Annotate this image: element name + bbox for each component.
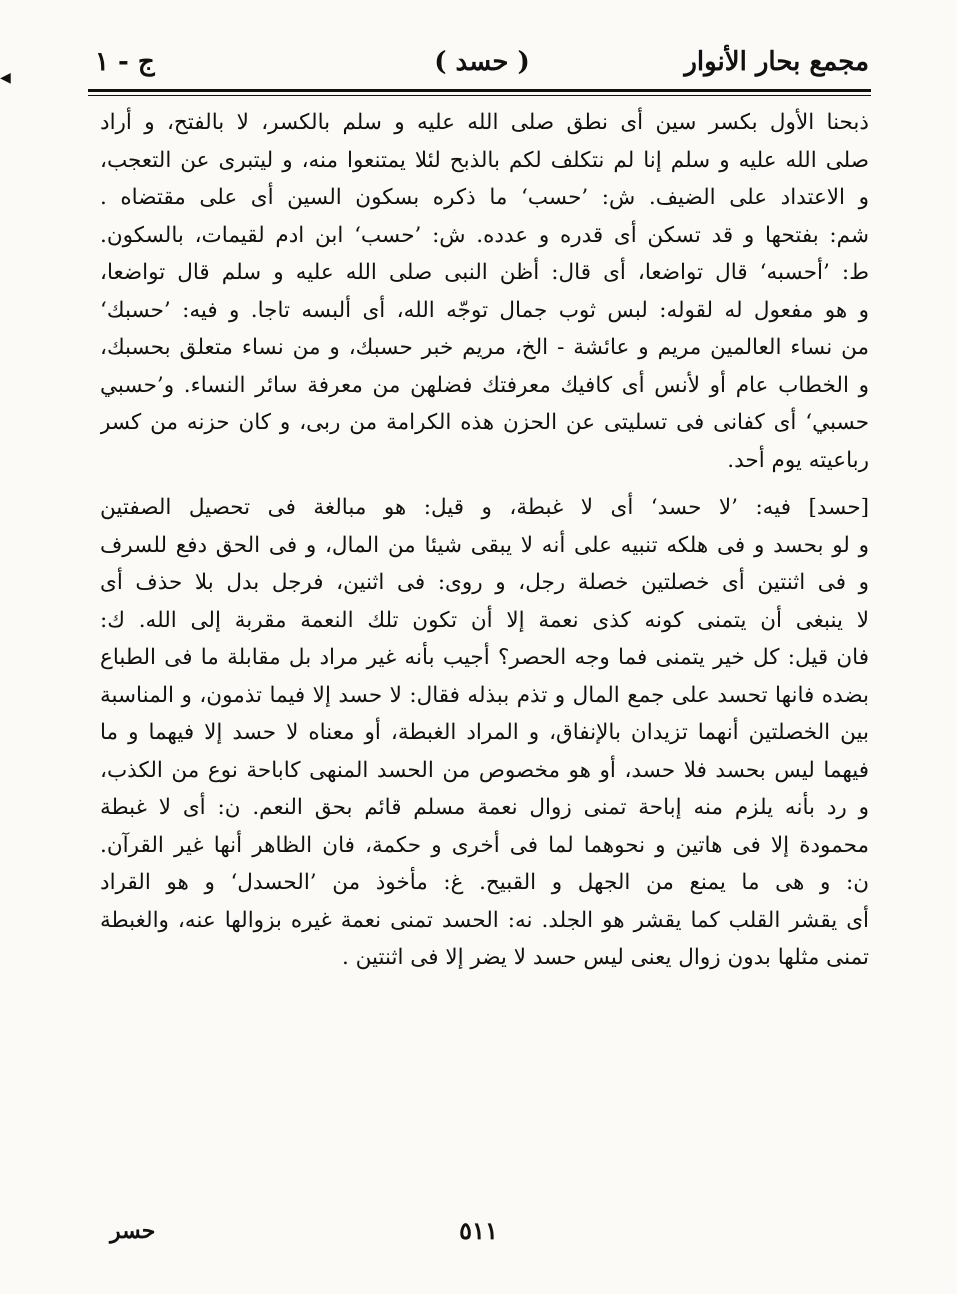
text-line: فيهما ليس بحسد فلا حسد، أو هو مخصوص من الحسد المنهى كاباحة نوع من الكذب، <box>100 757 869 783</box>
text-line: بضده فانها تحسد على جمع المال و تذم ببذله فقال: لا حسد إلا فيما تذمون، و المناسبة <box>100 682 869 708</box>
text-line: و الخطاب عام أو لأنس أى كافيك معرفتك فضلهن من معرفة سائر النساء. و’حسبي <box>100 372 869 398</box>
text-line: شم: بفتحها و قد تسكن أى قدره و عدده. ش: ’حسب‘ ابن ادم لقيمات، بالسكون. <box>100 222 869 248</box>
text-line: حسبي‘ أى كفانى فى تسليتى عن الحزن هذه الكرامة من ربى، و كان حزنه من كسر <box>100 410 869 435</box>
body-text <box>100 104 869 977</box>
text-line: بين الخصلتين أنهما تزيدان بالإنفاق، و المراد الغبطة، أو معناه لا حسد إلا فيهما و ما <box>100 720 869 745</box>
text-line: و لو بحسد و فى هلكه تنبيه على أنه لا يبقى شيئا من المال، و فى الحق دفع للسرف <box>100 532 869 558</box>
book-title: مجمع بحار الأنوار <box>684 47 869 77</box>
text-line: صلى الله عليه و سلم إنا لم نتكلف لكم بالذبح لئلا يمتنعوا منه، و ليتبرى عن التعجب، <box>100 147 869 173</box>
page-number: ٥١١ <box>459 1216 498 1245</box>
catchword: حسر <box>110 1218 156 1244</box>
text-line: و الاعتداد على الضيف. ش: ’حسب‘ ما ذكره بسكون السين أى على مقتضاه . <box>100 185 869 210</box>
text-line: رباعيته يوم أحد. <box>727 447 869 473</box>
text-line: [حسد] فيه: ’لا حسد‘ أى لا غبطة، و قيل: هو مبالغة فى تحصيل الصفتين <box>100 495 869 520</box>
text-line: ن: و هى ما يمنع من الجهل و القبيح. غ: مأخوذ من ’الحسدل‘ و هو القراد <box>100 870 869 895</box>
text-line: محمودة إلا فى هاتين و نحوهما لما فى أخرى و حكمة، فان الظاهر أنها غير القرآن. <box>100 832 869 858</box>
text-line: ط: ’أحسبه‘ قال تواضعا، أى قال: أظن النبى صلى الله عليه و سلم قال تواضعا، <box>100 260 869 285</box>
entry-heading: ( حسد ) <box>434 47 530 77</box>
text-line: و رد بأنه يلزم منه إباحة تمنى زوال نعمة مسلم قائم بحق النعم. ن: أى لا غبطة <box>100 795 869 820</box>
header-rule-thin <box>88 95 871 96</box>
text-line: أى يقشر القلب كما يقشر هو الجلد. نه: الحسد تمنى نعمة غيره بزوالها عنه، والغبطة <box>100 907 869 933</box>
header-rule <box>88 89 871 92</box>
text-line: فان قيل: كل خير يتمنى فما وجه الحصر؟ أجيب بأنه غير مراد بل مقابلة ما فى الطباع <box>100 645 869 670</box>
margin-mark: ◀ <box>0 70 11 86</box>
page-header <box>95 42 869 84</box>
text-line: ذبحنا الأول بكسر سين أى نطق صلى الله عليه و سلم بالكسر، لا بالفتح، و أراد <box>100 110 869 135</box>
text-line: و هو مفعول له لقوله: لبس ثوب جمال توجّه الله، أى ألبسه تاجا. و فيه: ’حسبك‘ <box>100 297 869 323</box>
text-line: لا ينبغى أن يتمنى كونه كذى نعمة إلا أن تكون تلك النعمة مقربة إلى الله. ك: <box>100 607 869 633</box>
text-line: و فى اثنتين أى خصلتين خصلة رجل، و روى: فى اثنين، فرجل بدل بلا حذف أى <box>100 570 869 595</box>
volume-label: ج - ١ <box>95 47 155 77</box>
text-line: من نساء العالمين مريم و عائشة - الخ، مريم خبر حسبك، و من نساء متعلق بحسبك، <box>100 335 869 360</box>
text-line: تمنى مثلها بدون زوال يعنى ليس حسد لا يضر إلا فى اثنتين . <box>342 945 869 970</box>
